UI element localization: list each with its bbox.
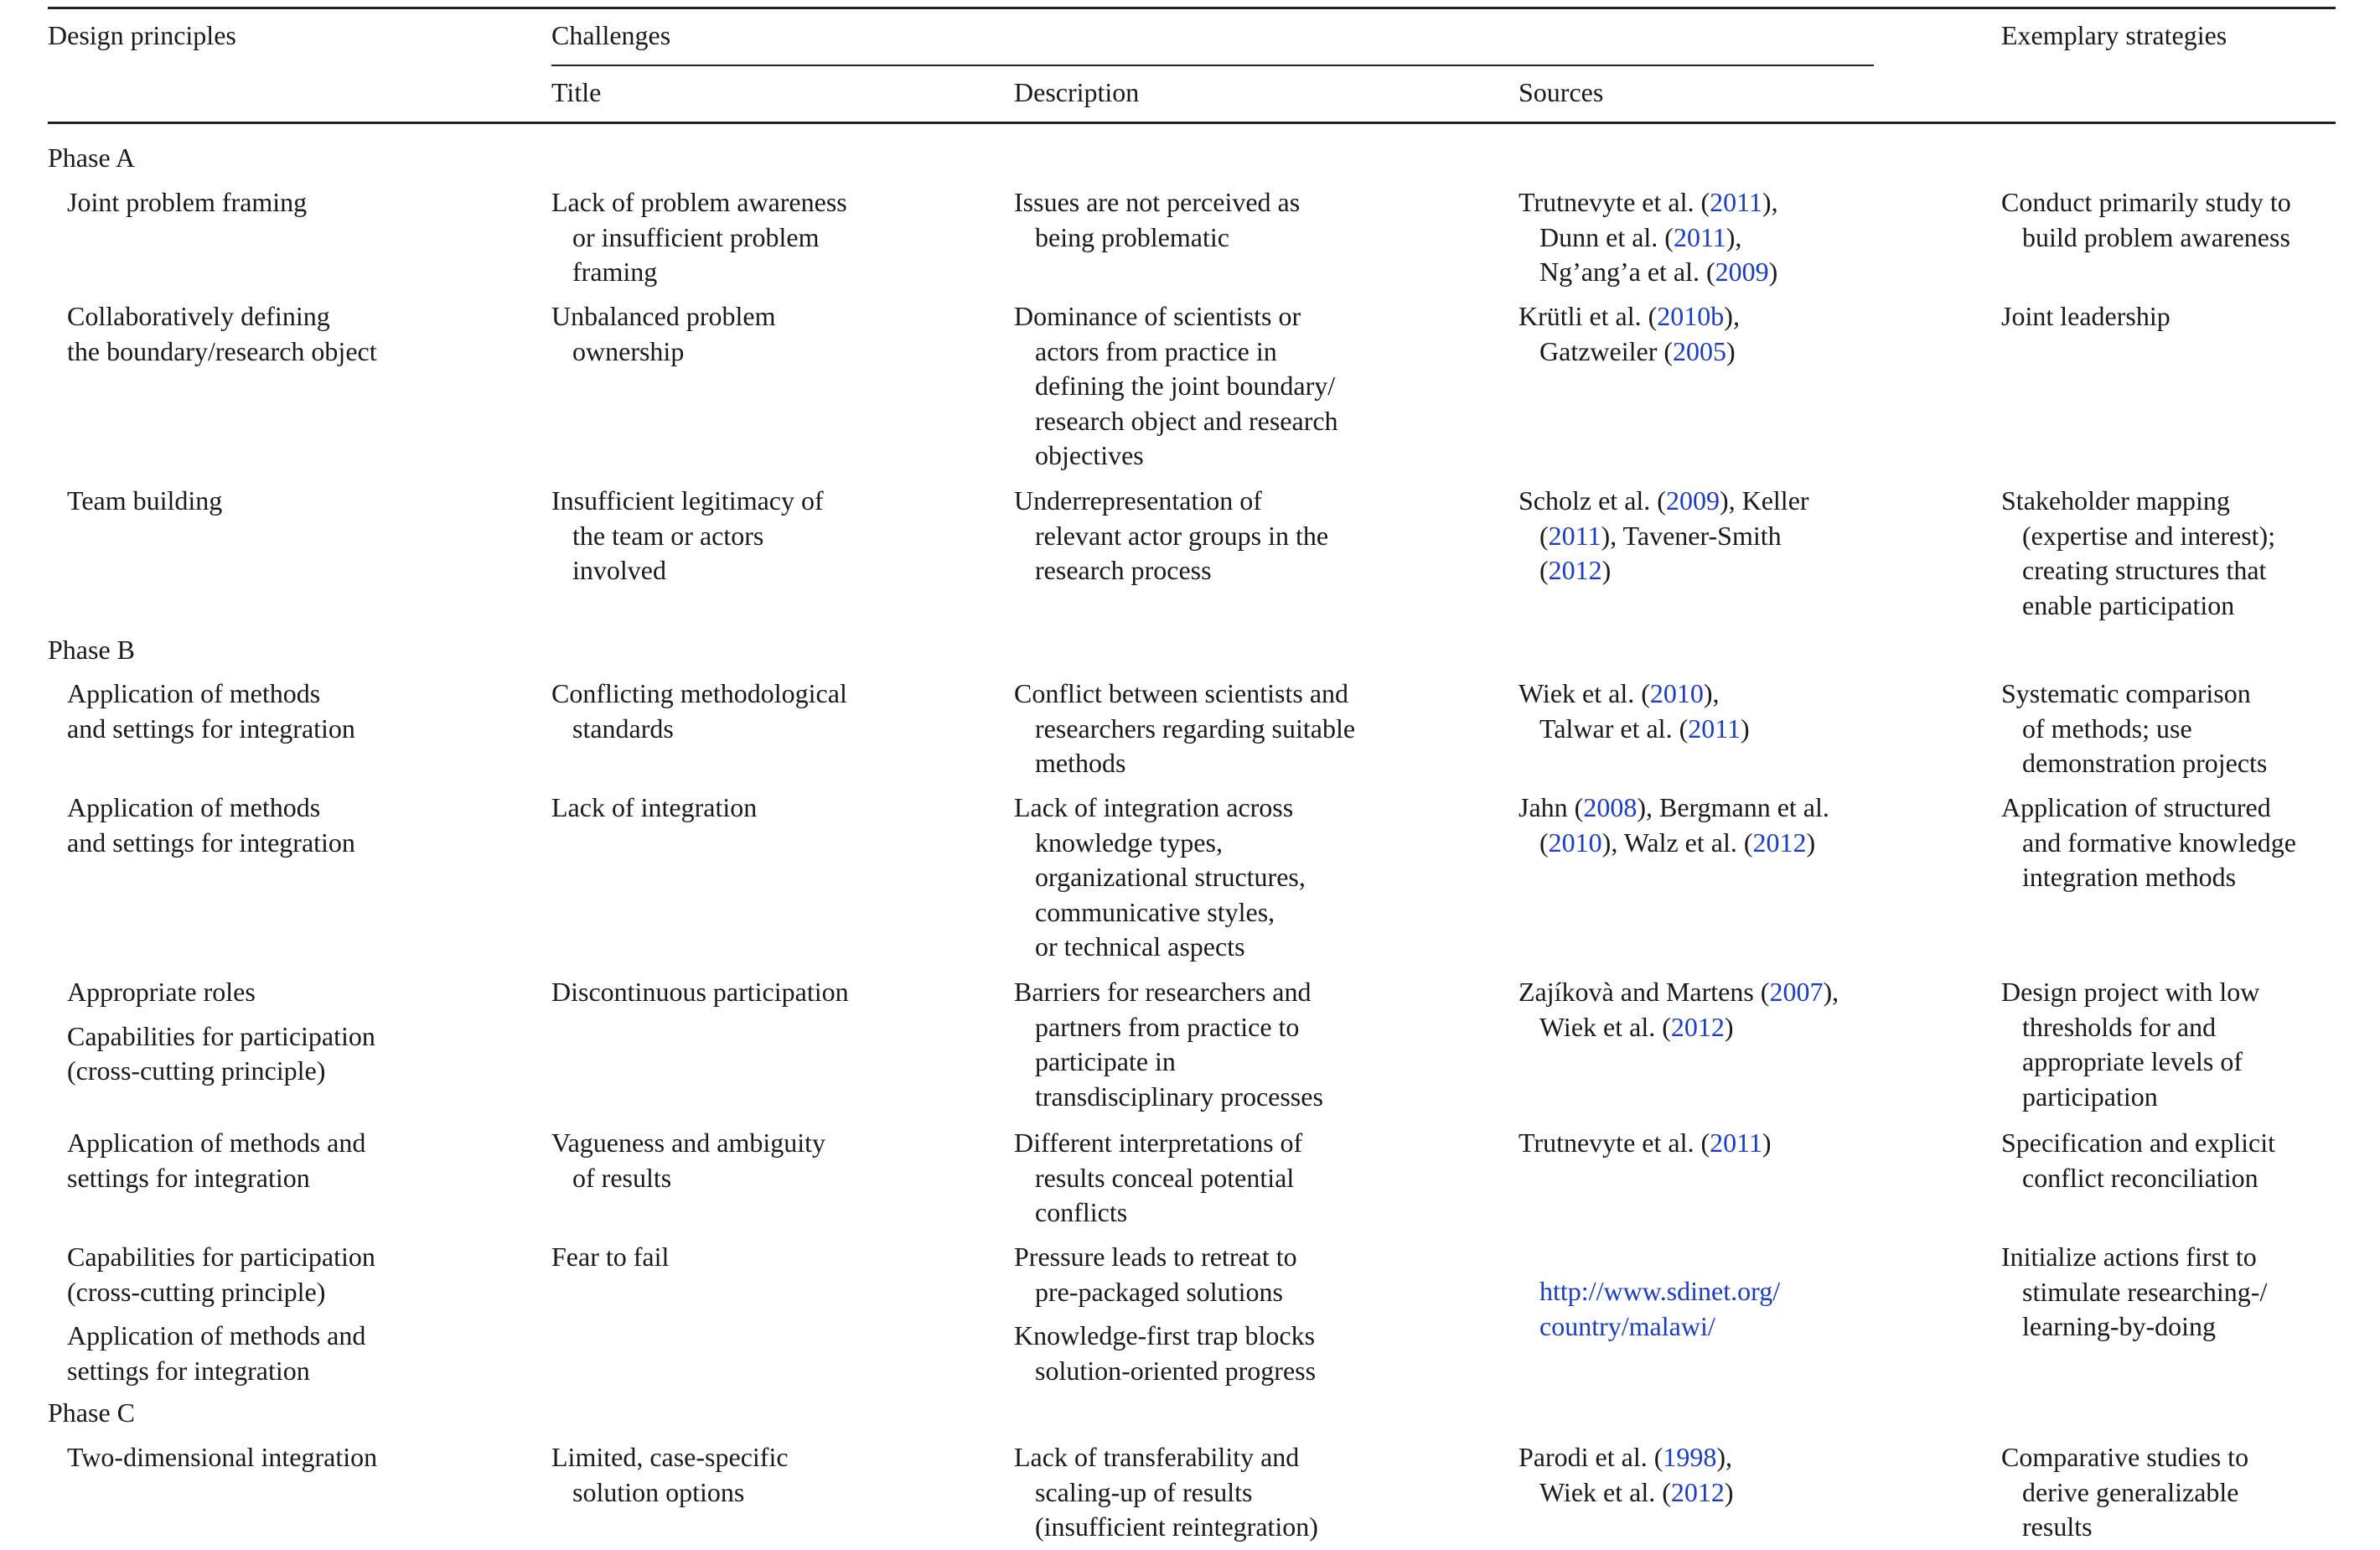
cell-line: of methods; use — [2022, 713, 2192, 744]
source-line — [1519, 1475, 1734, 1511]
cell-principle — [67, 484, 222, 519]
cell-line: Two-dimensional integration — [67, 1442, 378, 1472]
cell-description — [1014, 299, 1338, 474]
source-text: Gatzweiler ( — [1539, 335, 1674, 366]
source-text: Wiek et al. ( — [1539, 1011, 1671, 1042]
cell-title — [551, 791, 757, 826]
cell-line: or technical aspects — [1035, 931, 1245, 962]
cell-line: Collaboratively defining — [67, 301, 330, 331]
cell-title — [551, 677, 847, 746]
citation-year-link[interactable]: 2008 — [1583, 792, 1638, 822]
cell-line: Knowledge-first trap blocks — [1014, 1320, 1316, 1350]
cell-line: Team building — [67, 485, 223, 516]
source-line — [1519, 975, 1839, 1010]
source-text: Trutnevyte et al. ( — [1519, 1128, 1710, 1158]
cell-line: Capabilities for participation — [67, 1242, 375, 1272]
source-text: Jahn ( — [1519, 792, 1584, 822]
cell-line: settings for integration — [67, 1162, 310, 1193]
cell-line: enable participation — [2022, 589, 2235, 620]
source-text: ) — [1762, 1128, 1772, 1158]
cell-description — [1014, 975, 1323, 1114]
source-text: Scholz et al. ( — [1519, 485, 1666, 516]
header-challenges: Challenges — [551, 20, 671, 50]
cell-title — [551, 1440, 789, 1510]
cell-line: Systematic comparison — [2001, 678, 2251, 708]
source-text: ( — [1539, 555, 1549, 585]
cell-line: Fear to fail — [551, 1242, 670, 1272]
cell-line: Specification and explicit — [2001, 1128, 2275, 1158]
cell-line: http://www.sdinet.org/ — [1539, 1276, 1781, 1306]
source-text: ), — [1724, 301, 1740, 331]
source-line — [1519, 255, 1778, 290]
cell-line: demonstration projects — [2022, 748, 2268, 778]
citation-year-link[interactable]: 2012 — [1548, 555, 1602, 585]
cell-line: and formative knowledge — [2022, 827, 2296, 858]
header-bottom-rule — [48, 122, 2336, 124]
cell-line: Barriers for researchers and — [1014, 977, 1312, 1007]
top-rule — [48, 7, 2336, 9]
cell-line: Pressure leads to retreat to — [1014, 1242, 1297, 1272]
cell-line: Application of methods — [67, 792, 321, 822]
cell-sources — [1519, 1126, 1772, 1161]
cell-principle — [67, 185, 307, 220]
source-url-link[interactable] — [1539, 1274, 1780, 1344]
citation-year-link[interactable]: 1998 — [1663, 1442, 1717, 1472]
cell-sources — [1519, 185, 1778, 290]
citation-year-link[interactable]: 2011 — [1688, 713, 1741, 744]
cell-title — [551, 1240, 669, 1275]
cell-line: research object and research — [1035, 405, 1338, 436]
cell-line: ownership — [572, 335, 685, 366]
citation-year-link[interactable]: 2012 — [1670, 1476, 1725, 1507]
cell-sources — [1519, 299, 1740, 369]
cell-sources — [1519, 1440, 1734, 1510]
citation-year-link[interactable]: 2007 — [1769, 977, 1824, 1007]
cell-principle-a — [67, 1240, 375, 1309]
cell-line: relevant actor groups in the — [1035, 520, 1329, 551]
source-line — [1519, 334, 1740, 370]
cell-line: the boundary/research object — [67, 335, 377, 366]
citation-year-link[interactable]: 2010b — [1657, 301, 1725, 331]
cell-line: Lack of problem awareness — [551, 187, 847, 217]
cell-title — [551, 1126, 825, 1195]
cell-line: organizational structures, — [1035, 862, 1306, 892]
cell-line: appropriate levels of — [2022, 1046, 2243, 1076]
cell-line: Initialize actions first to — [2001, 1242, 2257, 1272]
cell-line: (cross-cutting principle) — [67, 1055, 326, 1086]
cell-description — [1014, 1126, 1302, 1231]
source-text: ) — [1726, 335, 1736, 366]
source-line — [1519, 519, 1809, 554]
source-text: Dunn et al. ( — [1539, 221, 1674, 252]
source-text: ) — [1724, 1476, 1734, 1507]
citation-year-link[interactable]: 2012 — [1670, 1011, 1725, 1042]
cell-sources — [1519, 484, 1809, 588]
cell-line: Application of methods — [67, 678, 321, 708]
cell-line: communicative styles, — [1035, 896, 1275, 927]
cell-line: country/malawi/ — [1539, 1310, 1715, 1341]
cell-line: Dominance of scientists or — [1014, 301, 1301, 331]
source-text: ), — [1726, 221, 1742, 252]
cell-line: conflicts — [1035, 1197, 1128, 1227]
cell-principle — [67, 791, 355, 860]
source-text: ( — [1539, 520, 1549, 551]
cell-line: being problematic — [1035, 221, 1229, 252]
cell-principle-b — [67, 1019, 375, 1089]
source-line — [1519, 712, 1750, 747]
cell-line: Underrepresentation of — [1014, 485, 1262, 516]
source-line — [1519, 826, 1829, 861]
cell-line: the team or actors — [572, 520, 764, 551]
cell-line: Conflicting methodological — [551, 678, 847, 708]
cell-strategy — [2001, 185, 2291, 255]
cell-description — [1014, 185, 1300, 255]
cell-sources — [1519, 791, 1829, 860]
cell-line: Design project with low — [2001, 977, 2260, 1007]
cell-strategy — [2001, 484, 2275, 623]
source-text: ) — [1768, 257, 1778, 287]
source-text: ), Keller — [1719, 485, 1809, 516]
cell-line: or insufficient problem — [572, 221, 820, 252]
cell-principle-b — [67, 1319, 365, 1388]
source-text: Trutnevyte et al. ( — [1519, 187, 1710, 217]
cell-description-a — [1014, 1240, 1297, 1309]
source-text: ) — [1741, 713, 1750, 744]
citation-year-link[interactable]: 2009 — [1665, 485, 1720, 516]
cell-line: actors from practice in — [1035, 335, 1277, 366]
cell-line: of results — [572, 1162, 672, 1193]
cell-line: Lack of integration — [551, 792, 758, 822]
header-sources: Sources — [1519, 77, 1604, 107]
cell-line: participation — [2022, 1081, 2158, 1112]
cell-line: thresholds for and — [2022, 1011, 2217, 1042]
source-text: Krütli et al. ( — [1519, 301, 1658, 331]
cell-line: results conceal potential — [1035, 1162, 1295, 1193]
source-text: ), — [1703, 678, 1720, 708]
cell-line: (cross-cutting principle) — [67, 1276, 326, 1307]
cell-line: Unbalanced problem — [551, 301, 776, 331]
cell-line: Insufficient legitimacy of — [551, 485, 824, 516]
source-text: ), Tavener-Smith — [1601, 520, 1782, 551]
cell-line: Application of methods and — [67, 1320, 366, 1350]
source-line — [1519, 1010, 1839, 1045]
cell-line: Application of structured — [2001, 792, 2271, 822]
cell-line: derive generalizable — [2022, 1476, 2239, 1507]
cell-line: Capabilities for participation — [67, 1020, 375, 1051]
cell-line: Discontinuous participation — [551, 977, 849, 1007]
cell-principle-a — [67, 975, 256, 1010]
cell-line: and settings for integration — [67, 827, 355, 858]
cell-line: scaling-up of results — [1035, 1476, 1253, 1507]
cell-line: Lack of transferability and — [1014, 1442, 1300, 1472]
cell-strategy — [2001, 791, 2296, 895]
source-text: ) — [1601, 555, 1612, 585]
cell-line: Issues are not perceived as — [1014, 187, 1301, 217]
cell-line: solution-oriented progress — [1035, 1355, 1317, 1386]
cell-line: Joint problem framing — [67, 187, 308, 217]
source-line — [1519, 1126, 1772, 1161]
cell-line: integration methods — [2022, 862, 2237, 892]
cell-description — [1014, 484, 1328, 588]
cell-line: Conflict between scientists and — [1014, 678, 1349, 708]
cell-line: Application of methods and — [67, 1128, 366, 1158]
cell-line: and settings for integration — [67, 713, 355, 744]
cell-line: researchers regarding suitable — [1035, 713, 1356, 744]
cell-line: objectives — [1035, 440, 1144, 470]
cell-principle — [67, 1440, 377, 1475]
cell-line: framing — [572, 257, 658, 287]
header-title: Title — [551, 77, 602, 107]
challenges-rule — [551, 65, 1874, 66]
citation-year-link[interactable]: 2011 — [1710, 187, 1762, 217]
source-text: ) — [1806, 827, 1816, 858]
cell-line: conflict reconciliation — [2022, 1162, 2258, 1193]
citation-year-link[interactable]: 2011 — [1548, 520, 1601, 551]
cell-line: methods — [1035, 748, 1126, 778]
cell-line: Lack of integration across — [1014, 792, 1294, 822]
citation-year-link[interactable]: 2012 — [1752, 827, 1807, 858]
cell-line: Vagueness and ambiguity — [551, 1128, 826, 1158]
source-text: Zajíkovà and Martens ( — [1519, 977, 1770, 1007]
cell-strategy — [2001, 1240, 2267, 1345]
cell-line: transdisciplinary processes — [1035, 1081, 1323, 1112]
citation-year-link[interactable]: 2010 — [1548, 827, 1602, 858]
cell-strategy — [2001, 975, 2259, 1114]
cell-line: Different interpretations of — [1014, 1128, 1303, 1158]
cell-line: solution options — [572, 1476, 745, 1507]
cell-line: stimulate researching-/ — [2022, 1276, 2268, 1307]
cell-sources — [1519, 677, 1750, 746]
cell-strategy — [2001, 1126, 2275, 1195]
citation-year-link[interactable]: 2009 — [1715, 257, 1769, 287]
phase-a-label: Phase A — [48, 143, 135, 173]
cell-line: knowledge types, — [1035, 827, 1223, 858]
cell-description — [1014, 1440, 1318, 1545]
cell-line: (insufficient reintegration) — [1035, 1511, 1318, 1542]
citation-year-link[interactable]: 2005 — [1673, 335, 1727, 366]
cell-title — [551, 484, 824, 588]
cell-strategy — [2001, 1440, 2248, 1545]
cell-line: learning-by-doing — [2022, 1311, 2217, 1341]
source-text: Ng’ang’a et al. ( — [1539, 257, 1715, 287]
source-line — [1519, 185, 1778, 220]
cell-principle — [67, 299, 377, 369]
cell-line: Limited, case-specific — [551, 1442, 789, 1472]
source-text: Talwar et al. ( — [1539, 713, 1689, 744]
cell-strategy — [2001, 677, 2267, 781]
cell-line: defining the joint boundary/ — [1035, 371, 1336, 401]
source-line — [1519, 484, 1809, 519]
source-line — [1519, 1440, 1734, 1475]
cell-line: build problem awareness — [2022, 221, 2290, 252]
source-line — [1519, 220, 1778, 256]
cell-title — [551, 299, 775, 369]
citation-year-link[interactable]: 2010 — [1649, 678, 1704, 708]
source-line — [1519, 299, 1740, 334]
cell-strategy — [2001, 299, 2170, 334]
cell-line: creating structures that — [2022, 555, 2267, 585]
source-text: ), — [1762, 187, 1778, 217]
citation-year-link[interactable]: 2011 — [1673, 221, 1726, 252]
source-text: Wiek et al. ( — [1519, 678, 1650, 708]
header-exemplary-strategies: Exemplary strategies — [2001, 20, 2227, 50]
cell-line: settings for integration — [67, 1355, 310, 1386]
cell-sources — [1519, 975, 1839, 1045]
cell-description — [1014, 791, 1306, 965]
phase-c-label: Phase C — [48, 1397, 135, 1428]
source-text: ), Walz et al. ( — [1601, 827, 1753, 858]
cell-line: Stakeholder mapping — [2001, 485, 2230, 516]
source-line — [1519, 553, 1809, 588]
source-text: ) — [1724, 1011, 1734, 1042]
phase-b-label: Phase B — [48, 635, 135, 665]
cell-title — [551, 185, 847, 290]
source-text: ), Bergmann et al. — [1637, 792, 1829, 822]
source-line — [1519, 791, 1829, 826]
source-text: ), — [1716, 1442, 1733, 1472]
citation-year-link[interactable]: 2011 — [1710, 1128, 1762, 1158]
cell-line: research process — [1035, 555, 1212, 585]
cell-description — [1014, 677, 1355, 781]
cell-line: Comparative studies to — [2001, 1442, 2249, 1472]
cell-principle — [67, 677, 355, 746]
source-text: Parodi et al. ( — [1519, 1442, 1663, 1472]
cell-line: (expertise and interest); — [2022, 520, 2276, 551]
cell-line: partners from practice to — [1035, 1011, 1300, 1042]
cell-principle — [67, 1126, 365, 1195]
source-text: ), — [1823, 977, 1839, 1007]
source-text: ( — [1539, 827, 1549, 858]
cell-line: results — [2022, 1511, 2093, 1542]
source-text: Wiek et al. ( — [1539, 1476, 1671, 1507]
cell-title — [551, 975, 849, 1010]
cell-line: standards — [572, 713, 674, 744]
cell-line: involved — [572, 555, 666, 585]
source-line — [1519, 677, 1750, 712]
cell-line: Appropriate roles — [67, 977, 256, 1007]
cell-description-b — [1014, 1319, 1316, 1388]
header-description: Description — [1014, 77, 1140, 107]
cell-line: Joint leadership — [2001, 301, 2170, 331]
header-design-principles: Design principles — [48, 20, 236, 50]
cell-line: participate in — [1035, 1046, 1176, 1076]
cell-line: pre-packaged solutions — [1035, 1276, 1283, 1307]
cell-line: Conduct primarily study to — [2001, 187, 2291, 217]
